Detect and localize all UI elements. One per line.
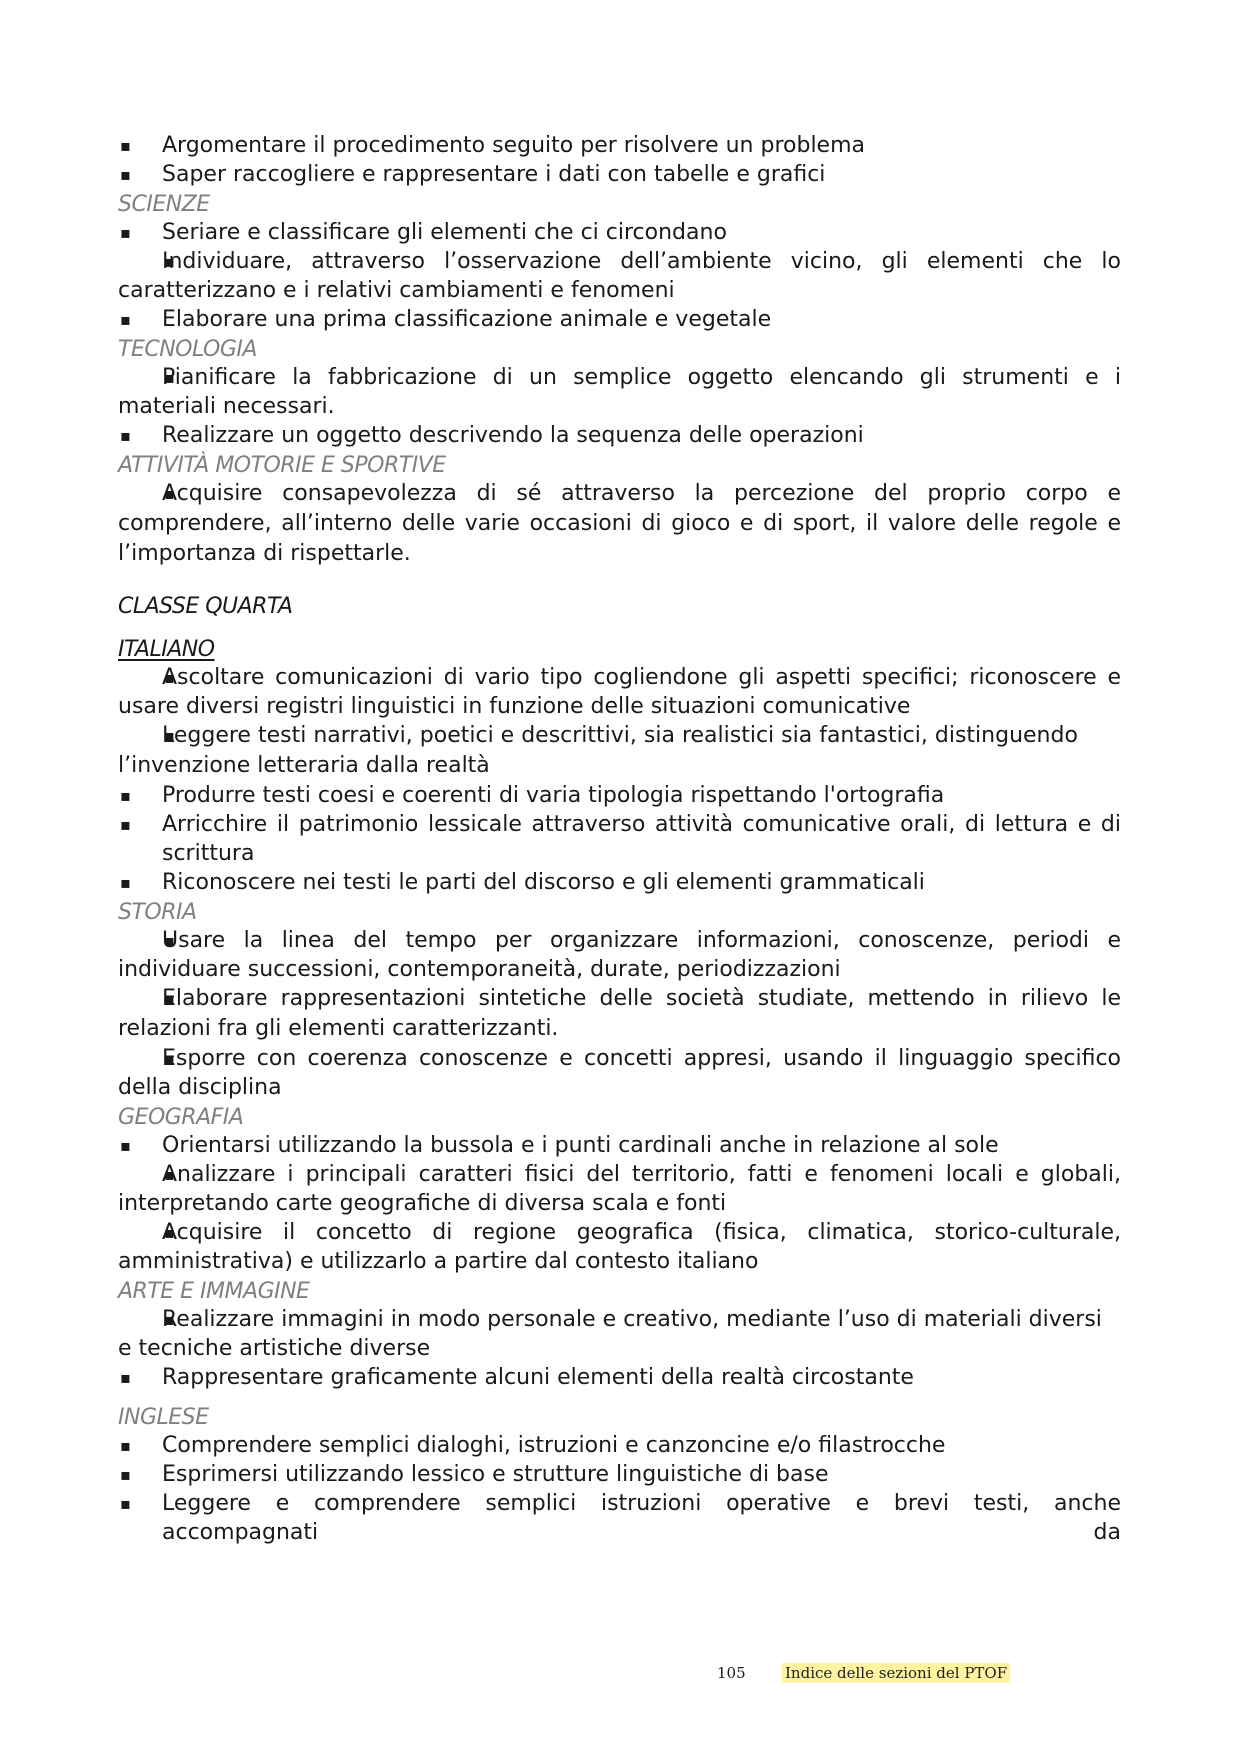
list-item: ▪ Esporre con coerenza conoscenze e concetti appresi, usando il linguaggio specifico della disciplina xyxy=(118,1044,1121,1102)
section-heading-scienze: SCIENZE xyxy=(118,192,210,217)
page-number: 105 xyxy=(717,1664,746,1682)
section-heading-inglese: INGLESE xyxy=(118,1405,209,1430)
list-item: ▪ Analizzare i principali caratteri fisici del territorio, fatti e fenomeni locali e globali, interpretando carte geografiche di diversa scala e fonti xyxy=(118,1160,1121,1218)
list-item: ▪ Argomentare il procedimento seguito per risolvere un problema xyxy=(118,131,1121,160)
list-item: ▪ Pianificare la fabbricazione di un semplice oggetto elencando gli strumenti e i materiali necessari. xyxy=(118,363,1121,421)
list-item: ▪ Realizzare immagini in modo personale e creativo, mediante l’uso di materiali diversi e tecniche artistiche diverse xyxy=(118,1305,1121,1363)
list-item: ▪ Riconoscere nei testi le parti del discorso e gli elementi grammaticali xyxy=(118,868,1121,897)
section-heading-geografia: GEOGRAFIA xyxy=(118,1105,244,1130)
section-heading-italiano: ITALIANO xyxy=(118,637,215,662)
list-item: ▪ Seriare e classificare gli elementi che ci circondano xyxy=(118,218,1121,247)
index-link[interactable]: Indice delle sezioni del PTOF xyxy=(782,1663,1010,1683)
list-item: ▪ Orientarsi utilizzando la bussola e i punti cardinali anche in relazione al sole xyxy=(118,1131,1121,1160)
section-heading-tecnologia: TECNOLOGIA xyxy=(118,337,257,362)
list-item: ▪ Leggere testi narrativi, poetici e descrittivi, sia realistici sia fantastici, distinguendo l’invenzione letteraria dalla realtà xyxy=(118,721,1121,781)
list-item: ▪ Esprimersi utilizzando lessico e strutture linguistiche di base xyxy=(118,1460,1121,1489)
list-item: ▪ Elaborare rappresentazioni sintetiche delle società studiate, mettendo in rilievo le relazioni fra gli elementi caratterizzanti. xyxy=(118,984,1121,1044)
list-item: ▪ Individuare, attraverso l’osservazione dell’ambiente vicino, gli elementi che lo caratterizzano e i relativi cambiamenti e fenomeni xyxy=(118,247,1121,305)
class-heading: CLASSE QUARTA xyxy=(118,594,293,619)
list-item: ▪ Saper raccogliere e rappresentare i dati con tabelle e grafici xyxy=(118,160,1121,189)
list-item: ▪ Produrre testi coesi e coerenti di varia tipologia rispettando l'ortografia xyxy=(118,781,1121,810)
list-item: ▪ Rappresentare graficamente alcuni elementi della realtà circostante xyxy=(118,1363,1121,1392)
list-item: ▪ Comprendere semplici dialoghi, istruzioni e canzoncine e/o filastrocche xyxy=(118,1431,1121,1460)
list-item: ▪ Realizzare un oggetto descrivendo la sequenza delle operazioni xyxy=(118,421,1121,450)
list-item: ▪ Arricchire il patrimonio lessicale attraverso attività comunicative orali, di lettura e di scrittura xyxy=(118,810,1121,868)
section-heading-storia: STORIA xyxy=(118,900,197,925)
list-item: ▪ Acquisire consapevolezza di sé attraverso la percezione del proprio corpo e comprendere, all’interno delle varie occasioni di gioco e di sport, il valore delle regole e l’importanza di rispettarle. xyxy=(118,479,1121,569)
list-item: ▪ Ascoltare comunicazioni di vario tipo cogliendone gli aspetti specifici; riconoscere e usare diversi registri linguistici in funzione delle situazioni comunicative xyxy=(118,663,1121,721)
section-heading-attivita-motorie: ATTIVITÀ MOTORIE E SPORTIVE xyxy=(118,453,446,478)
list-item: ▪ Acquisire il concetto di regione geografica (fisica, climatica, storico-culturale, amministrativa) e utilizzarlo a partire dal contesto italiano xyxy=(118,1218,1121,1276)
section-heading-arte: ARTE E IMMAGINE xyxy=(118,1279,310,1304)
list-item: ▪ Leggere e comprendere semplici istruzioni operative e brevi testi, anche accompagnati da xyxy=(118,1489,1121,1547)
list-item: ▪ Elaborare una prima classificazione animale e vegetale xyxy=(118,305,1121,334)
list-item: ▪ Usare la linea del tempo per organizzare informazioni, conoscenze, periodi e individuare successioni, contemporaneità, durate, periodizzazioni xyxy=(118,926,1121,984)
